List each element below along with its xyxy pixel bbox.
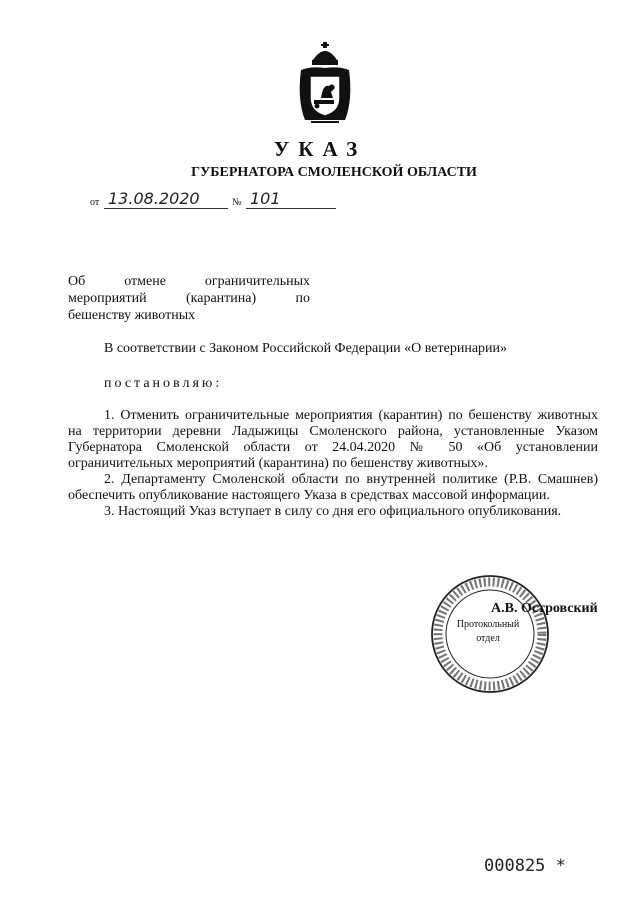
subject-line-1: Об отмене ограничительных <box>68 274 310 289</box>
date-prefix: от <box>90 197 100 208</box>
stamp-line-1: Протокольный <box>456 619 520 630</box>
signatory-name: А.В. Островский <box>491 601 598 616</box>
legal-basis: В соответствии с Законом Российской Федерации «О ветеринарии» <box>104 341 508 356</box>
number-prefix: № <box>232 197 242 208</box>
coat-of-arms-icon <box>293 40 357 126</box>
document-serial-number: 000825 * <box>484 856 566 876</box>
paragraph-3: 3. Настоящий Указ вступает в силу со дня его официального опубликования. <box>104 504 562 519</box>
stamp-line-2: отдел <box>476 633 500 644</box>
decree-date: 13.08.2020 <box>108 189 200 208</box>
stamp-label <box>448 618 528 646</box>
subject-line-2: мероприятий (карантина) по <box>68 291 310 306</box>
date-number-line <box>90 187 340 213</box>
decree-subtitle: ГУБЕРНАТОРА СМОЛЕНСКОЙ ОБЛАСТИ <box>191 165 477 180</box>
decree-number: 101 <box>250 189 281 208</box>
decree-subject <box>68 273 310 324</box>
paragraph-2: 2. Департаменту Смоленской области по внутренней политике (Р.В. Смашнев) обеспечить опубликование настоящего Указа в средствах массовой информации. <box>68 472 598 503</box>
decree-title: УКАЗ <box>273 137 367 161</box>
paragraph-1: 1. Отменить ограничительные мероприятия (карантин) по бешенству животных на территории деревни Ладыжицы Смоленского района, установленные Указом Губернатора Смоленской области от 24.04.2020 № 50 «Об установлении ограничительных мероприятий (карантина) по бешенству животных». <box>68 408 598 471</box>
subject-line-3: бешенству животных <box>68 308 196 323</box>
decree-body <box>68 408 598 520</box>
resolve-word: постановляю: <box>104 376 223 391</box>
